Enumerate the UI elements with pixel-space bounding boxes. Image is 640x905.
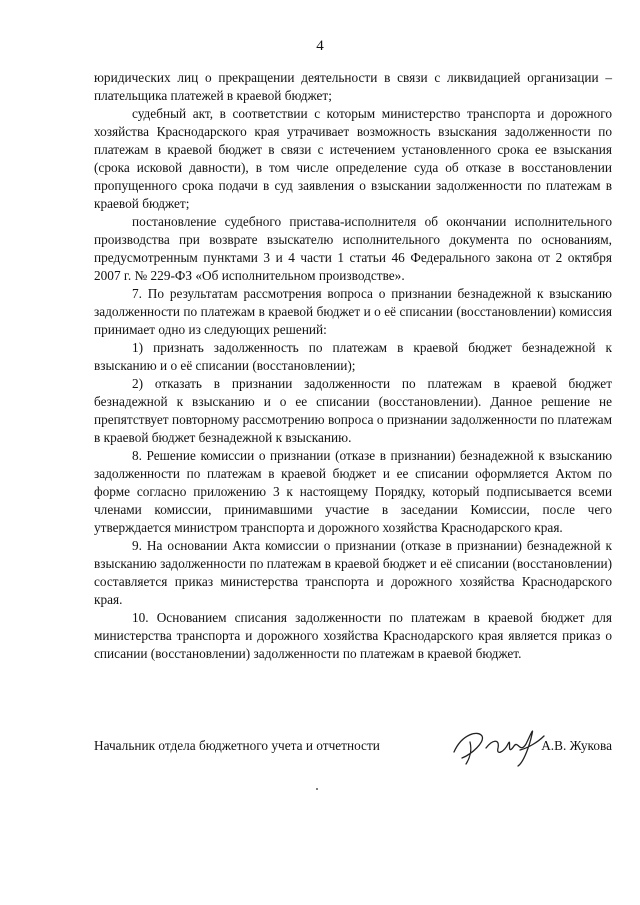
paragraph: судебный акт, в соответствии с которым министерство транспорта и дорожного хозяйства Краснодарского края утрачивает возможность взыскания задолженности по платежам в краевой бюджет в связи с истечением установленного срока ее взыскания (срока исковой давности), в том числе определение суда об отказе в восстановлении пропущенного срока подачи в суд заявления о взыскании задолженности по платежам в краевой бюджет;: [94, 106, 612, 211]
page-number: 4: [316, 38, 324, 54]
signatory-name: А.В. Жукова: [541, 738, 612, 753]
signature-block: [94, 722, 612, 770]
paragraph: постановление судебного пристава-исполнителя об окончании исполнительного производства при возврате взыскателю исполнительного документа по основаниям, предусмотренным пунктами 3 и 4 части 1 статьи 46 Федерального закона от 2 октября 2007 г. № 229-ФЗ «Об исполнительном производстве».: [94, 214, 612, 283]
paragraph: 9. На основании Акта комиссии о признании (отказе в признании) безнадежной к взысканию задолженности по платежам в краевой бюджет и её списании (восстановлении) составляется приказ министерства транспорта и дорожного хозяйства Краснодарского края.: [94, 538, 612, 607]
paragraph: 8. Решение комиссии о признании (отказе в признании) безнадежной к взысканию задолженности по платежам в краевой бюджет и ее списании оформляется Актом по форме согласно приложению 3 к настоящему Порядку, который подписывается всеми членами комиссии, принимавшими участие в заседании Комиссии, после чего утверждается министром транспорта и дорожного хозяйства Краснодарского края.: [94, 448, 612, 535]
document-body: [94, 69, 612, 663]
page-mark: [316, 788, 318, 790]
paragraph: 7. По результатам рассмотрения вопроса о признании безнадежной к взысканию задолженности по платежам в краевой бюджет и о её списании (восстановлении) комиссия принимает одно из следующих решений:: [94, 286, 612, 337]
paragraph: 10. Основанием списания задолженности по платежам в краевой бюджет для министерства транспорта и дорожного хозяйства Краснодарского края является приказ о списании (восстановлении) задолженности по платежам в краевой бюджет.: [94, 610, 612, 661]
paragraph: 1) признать задолженность по платежам в краевой бюджет безнадежной к взысканию и о её списании (восстановлении);: [94, 340, 612, 373]
paragraph: юридических лиц о прекращении деятельности в связи с ликвидацией организации – плательщика платежей в краевой бюджет;: [94, 70, 612, 103]
signatory-position: Начальник отдела бюджетного учета и отчетности: [94, 738, 380, 753]
paragraph: 2) отказать в признании задолженности по платежам в краевой бюджет безнадежной к взысканию и о ее списании (восстановлении). Данное решение не препятствует повторному рассмотрению вопроса о признании задолженности по платежам в краевой бюджет безнадежной к взысканию.: [94, 376, 612, 445]
